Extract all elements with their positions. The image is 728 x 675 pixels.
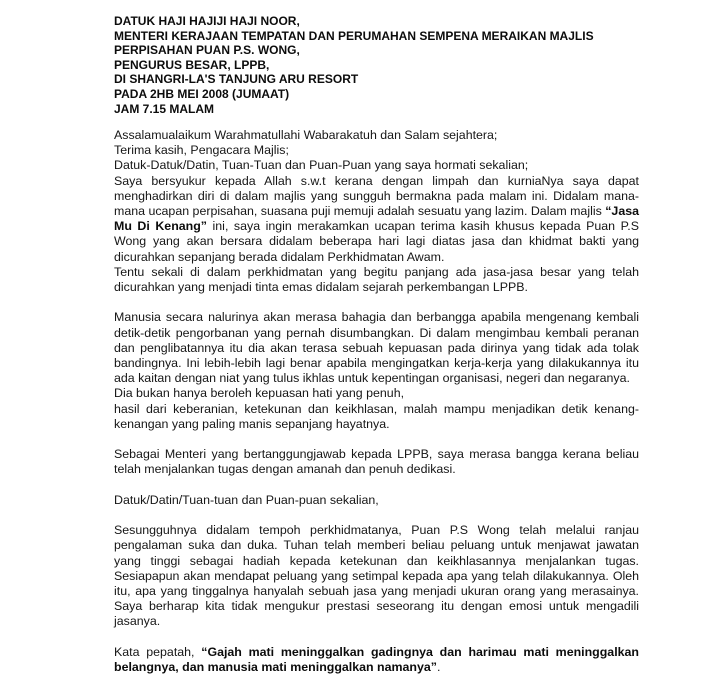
greeting-line: Datuk-Datuk/Datin, Tuan-Tuan dan Puan-Puan yang saya hormati sekalian; — [114, 158, 529, 173]
speech-body — [114, 128, 639, 675]
greeting-line: Terima kasih, Pengacara Majlis; — [114, 143, 289, 158]
heading-line: PERPISAHAN PUAN P.S. WONG, — [114, 43, 300, 58]
paragraph-text: Kata pepatah, — [114, 644, 202, 659]
paragraph-minister: Sebagai Menteri yang bertanggungjawab kepada LPPB, saya merasa bangga kerana beliau telah menjalankan tugas dengan amanah dan penuh dedikasi. — [114, 447, 639, 477]
greeting-line: Assalamualaikum Warahmatullahi Wabarakatuh dan Salam sejahtera; — [114, 128, 498, 142]
paragraph-text: Saya bersyukur kepada Allah s.w.t kerana dengan limpah dan kurniaNya saya dapat menghadirkan diri di dalam majlis yang sungguh bermakna pada malam ini. Didalam mana-mana ucapan perpisahan, suasana puji memuji adalah sesuatu yang lazim. Dalam majlis — [114, 173, 639, 219]
paragraph-proverb — [114, 645, 639, 675]
paragraph-line: hasil dari keberanian, ketekunan dan keikhlasan, malah mampu menjadikan detik kenang-kenangan yang paling manis sepanjang hayatnya. — [114, 401, 639, 431]
paragraph-text: . — [436, 660, 441, 675]
paragraph-address: Datuk/Datin/Tuan-tuan dan Puan-puan sekalian, — [114, 492, 379, 507]
proverb-quote: “Gajah mati meninggalkan gadingnya dan harimau mati meninggalkan belangnya, dan manusia mati meninggalkan namanya” — [114, 644, 639, 675]
speech-heading — [114, 14, 634, 116]
paragraph-contribution: Tentu sekali di dalam perkhidmatan yang begitu panjang ada jasa-jasa besar yang telah dicurahkan yang menjadi tinta emas didalam sejarah perkembangan LPPB. — [114, 264, 639, 295]
paragraph-human-nature: Manusia secara nalurinya akan merasa bahagia dan berbangga apabila mengenang kembali detik-detik pengorbanan yang pernah disumbangkan. Di dalam mengimbau kembali peranan dan penglibatannya itu dia akan terasa sebuah kepuasan pada dirinya yang tidak ada tolak bandingnya. Ini lebih-lebih lagi benar apabila mengingatkan kerja-kerja yang dilakukannya itu ada kaitan dengan niat yang tulus ikhlas untuk kepentingan organisasi, negeri dan negaranya. — [114, 310, 639, 386]
heading-line: PENGURUS BESAR, LPPB, — [114, 57, 270, 72]
heading-line: JAM 7.15 MALAM — [114, 101, 215, 116]
paragraph-gratitude — [114, 174, 639, 265]
event-title: “Jasa Mu Di Kenang” — [114, 204, 639, 234]
paragraph-text: ini, saya ingin merakamkan ucapan terima kasih khusus kepada Puan P.S Wong yang akan bersara didalam beberapa hari lagi diatas jasa dan khidmat bakti yang dicurahkan sepanjang berada didalam Perkhidmatan Awam. — [114, 219, 639, 264]
paragraph-service: Sesungguhnya didalam tempoh perkhidmatanya, Puan P.S Wong telah melalui ranjau pengalaman suka dan duka. Tuhan telah memberi beliau peluang untuk menjawat jawatan yang tinggi sebagai hadiah kepada ketekunan dan keikhlasannya menjalankan tugas. Sesiapapun akan mendapat peluang yang setimpal kepada apa yang telah dilakukannya. Oleh itu, apa yang tinggalnya hanyalah sebuah jasa yang menjadi ukuran orang yang merasainya. Saya berharap kita tidak mengukur prestasi seseorang itu dengan emosi untuk mengadili jasanya. — [114, 523, 639, 629]
heading-line: PADA 2HB MEI 2008 (JUMAAT) — [114, 86, 290, 101]
heading-line: DATUK HAJI HAJIJI HAJI NOOR, — [114, 14, 300, 28]
heading-line: MENTERI KERAJAAN TEMPATAN DAN PERUMAHAN SEMPENA MERAIKAN MAJLIS — [114, 28, 594, 43]
heading-line: DI SHANGRI-LA'S TANJUNG ARU RESORT — [114, 72, 359, 87]
paragraph-line: Dia bukan hanya beroleh kepuasan hati yang penuh, — [114, 386, 405, 401]
